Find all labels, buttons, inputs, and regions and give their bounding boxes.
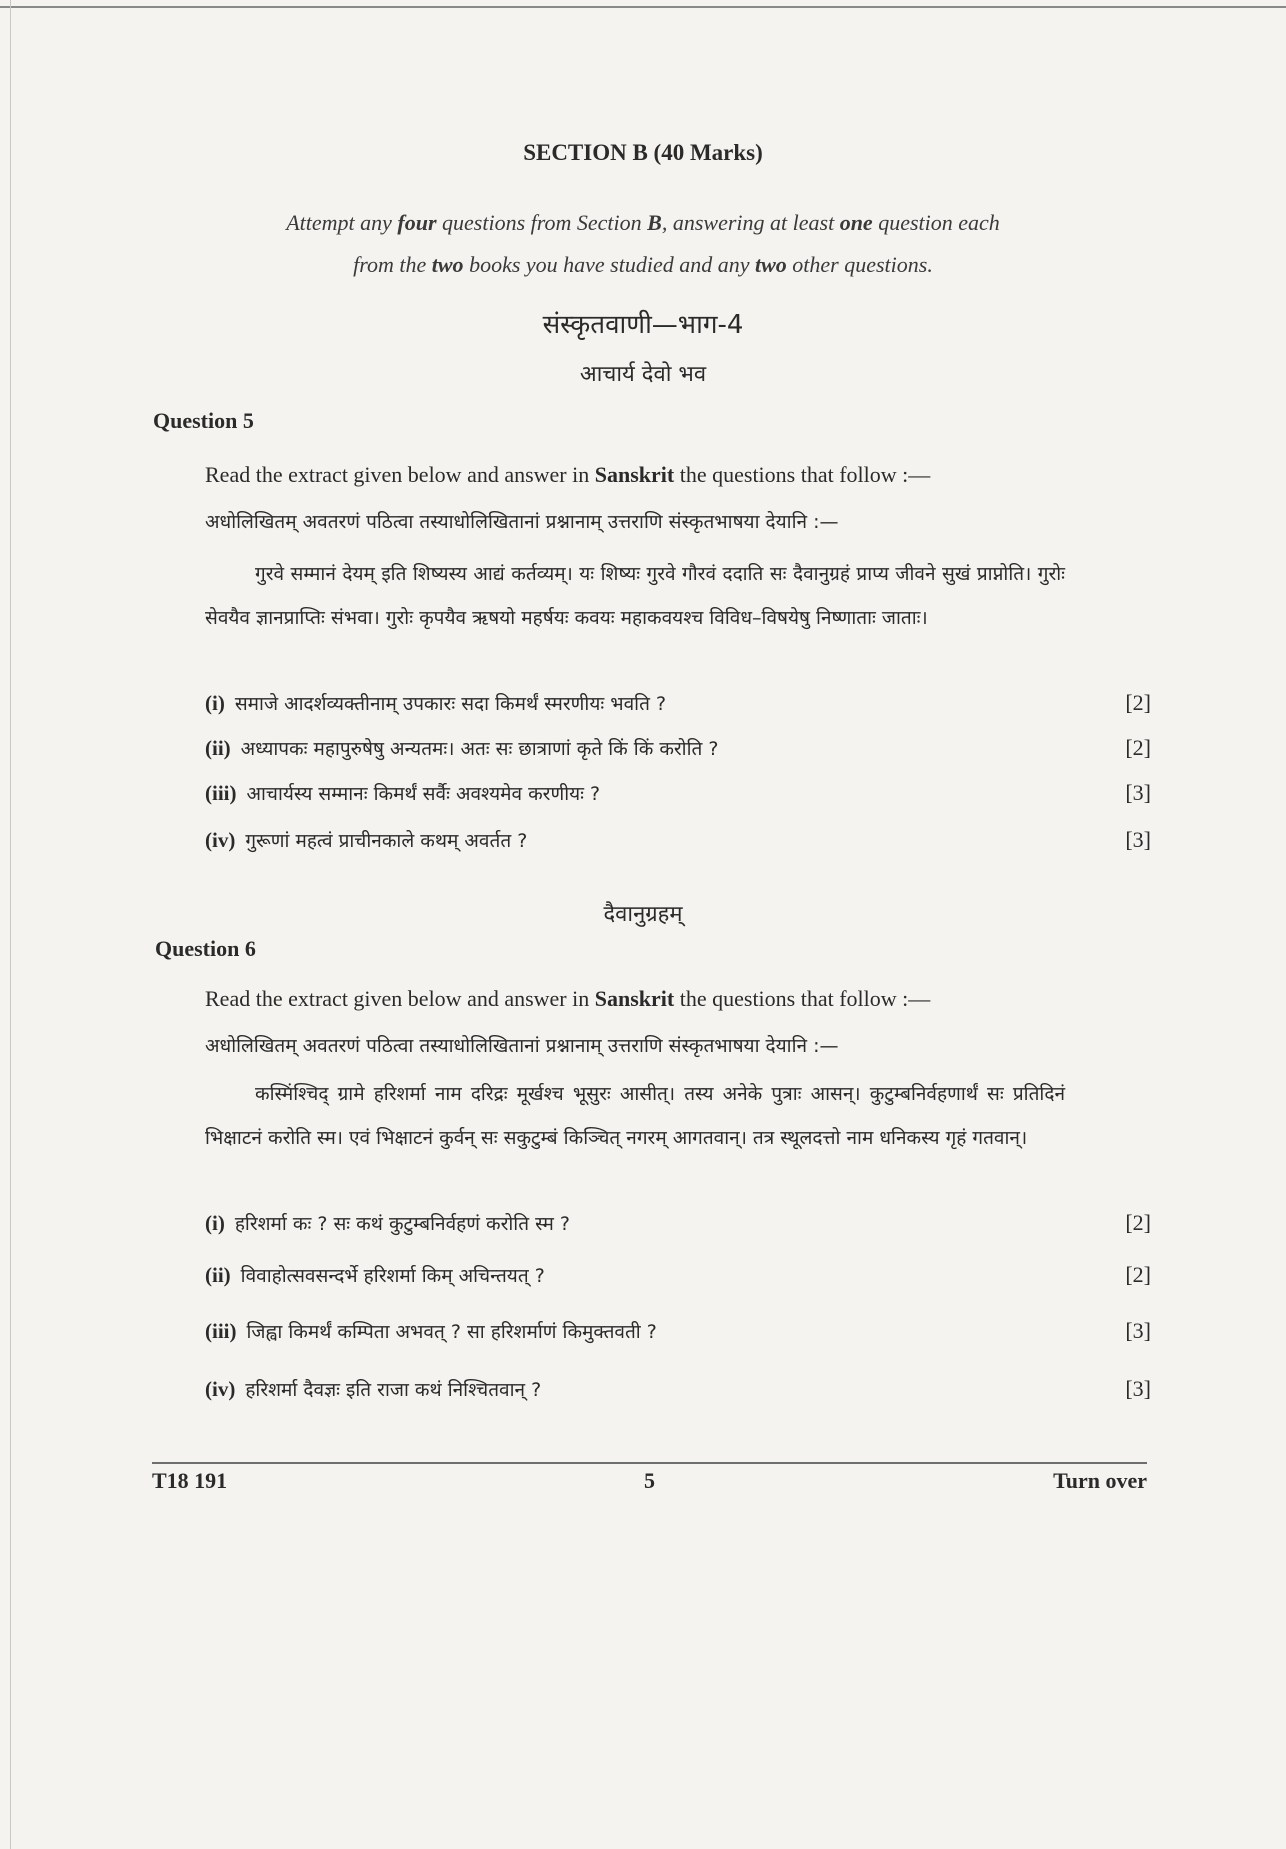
footer-divider (152, 1462, 1147, 1464)
question-5-item-i: (i) समाजे आदर्शव्यक्तीनाम् उपकारः सदा किमर्थं स्मरणीयः भवति ? [2] (205, 690, 1151, 715)
marks: [2] (1125, 1262, 1151, 1287)
question-5-item-iii: (iii) आचार्यस्य सम्मानः किमर्थं सर्वैः अवश्यमेव करणीयः ? [3] (205, 780, 1151, 805)
section-instructions (150, 202, 1136, 286)
paper-code: T18 191 (152, 1468, 228, 1493)
top-border (0, 6, 1286, 8)
question-5-item-iv: (iv) गुरूणां महत्वं प्राचीनकाले कथम् अवर्तत ? [3] (205, 827, 1151, 852)
question-6-intro-sanskrit: अधोलिखितम् अवतरणं पठित्वा तस्याधोलिखितानां प्रश्नानाम् उत्तराणि संस्कृतभाषया देयानि :— (205, 1035, 839, 1057)
lesson-title-2: दैवानुग्रहम् (603, 902, 683, 927)
lesson-title: आचार्य देवो भव (579, 362, 707, 387)
question-5-passage: गुरवे सम्मानं देयम् इति शिष्यस्य आद्यं कर्तव्यम्। यः शिष्यः गुरवे गौरवं ददाति सः दैवानुग्रहं प्राप्य जीवने सुखं प्राप्नोति। गुरोः सेवयैव ज्ञानप्राप्तिः संभवा। गुरोः कृपयैव ऋषयो महर्षयः कवयः महाकवयश्च विविध–विषयेषु निष्णाताः जाताः। (205, 563, 1065, 629)
question-6-passage: कस्मिंश्चिद् ग्रामे हरिशर्मा नाम दरिद्रः मूर्खश्च भूसुरः आसीत्। तस्य अनेके पुत्राः आसन्। कुटुम्बनिर्वहणार्थं सः प्रतिदिनं भिक्षाटनं करोति स्म। एवं भिक्षाटनं कुर्वन् सः सकुटुम्बं किञ्चित् नगरम् आगतवान्। तत्र स्थूलदत्तो नाम धनिकस्य गृहं गतवान्। (205, 1083, 1065, 1149)
marks: [3] (1125, 827, 1151, 852)
question-5-intro-english: Read the extract given below and answer in Sanskrit the questions that follow :— (205, 462, 931, 487)
book-title: संस्कृतवाणी—भाग-4 (542, 310, 744, 340)
question-5-heading: Question 5 (153, 408, 254, 433)
question-6-item-iv: (iv) हरिशर्मा दैवज्ञः इति राजा कथं निश्चितवान् ? [3] (205, 1376, 1151, 1401)
question-5-intro-sanskrit: अधोलिखितम् अवतरणं पठित्वा तस्याधोलिखितानां प्रश्नानाम् उत्तराणि संस्कृतभाषया देयानि :— (205, 511, 839, 533)
question-6-item-iii: (iii) जिह्वा किमर्थं कम्पिता अभवत् ? सा हरिशर्माणं किमुक्तवती ? [3] (205, 1318, 1151, 1343)
question-6-item-i: (i) हरिशर्मा कः ? सः कथं कुटुम्बनिर्वहणं करोति स्म ? [2] (205, 1210, 1151, 1235)
marks: [2] (1125, 690, 1151, 715)
marks: [3] (1125, 780, 1151, 805)
instructions-line-1: Attempt any four questions from Section B, answering at least one question each (286, 210, 1000, 235)
marks: [3] (1125, 1318, 1151, 1343)
question-5-item-ii: (ii) अध्यापकः महापुरुषेषु अन्यतमः। अतः सः छात्राणां कृते किं किं करोति ? [2] (205, 735, 1151, 760)
marks: [3] (1125, 1376, 1151, 1401)
section-title: SECTION B (40 Marks) (523, 140, 763, 165)
question-6-item-ii: (ii) विवाहोत्सवसन्दर्भे हरिशर्मा किम् अचिन्तयत् ? [2] (205, 1262, 1151, 1287)
instructions-line-2: from the two books you have studied and any two other questions. (353, 252, 933, 277)
marks: [2] (1125, 735, 1151, 760)
marks: [2] (1125, 1210, 1151, 1235)
question-6-intro-english: Read the extract given below and answer in Sanskrit the questions that follow :— (205, 986, 931, 1011)
question-6-heading: Question 6 (155, 936, 256, 961)
turn-over-note: Turn over (1053, 1468, 1147, 1493)
page-number: 5 (644, 1468, 655, 1493)
